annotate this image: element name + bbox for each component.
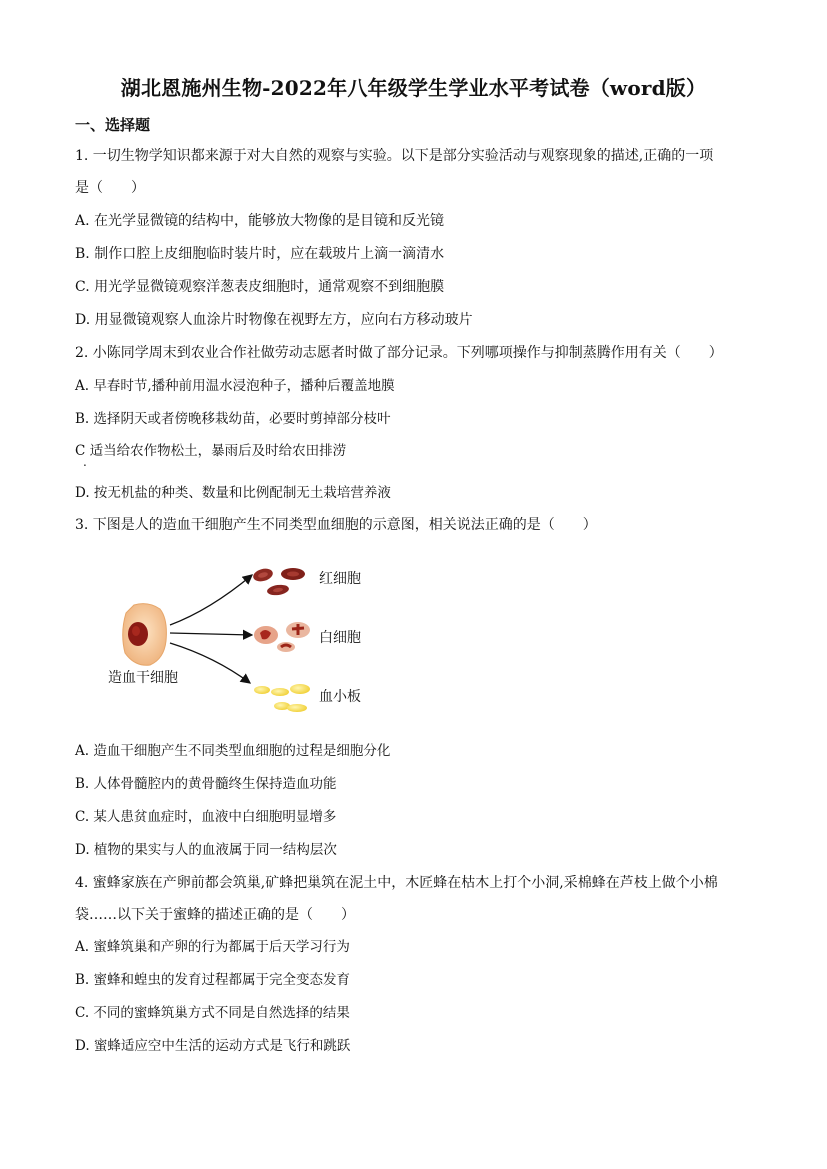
q4-option-c: C. 不同的蜜蜂筑巢方式不同是自然选择的结果 xyxy=(75,1005,350,1021)
arrow-to-white xyxy=(170,633,252,635)
platelets-icon xyxy=(254,684,310,712)
q1-stem-line1: 1. 一切生物学知识都来源于对大自然的观察与实验。以下是部分实验活动与观察现象的描述,正确的一项 xyxy=(75,148,714,164)
q2-option-c: C 适当给农作物松土，暴雨后及时给农田排涝 xyxy=(75,443,347,459)
white-blood-cells-icon xyxy=(254,622,310,652)
q4-option-d: D. 蜜蜂适应空中生活的运动方式是飞行和跳跃 xyxy=(75,1038,351,1054)
label-platelet: 血小板 xyxy=(319,689,361,705)
q1-option-b: B. 制作口腔上皮细胞临时装片时，应在载玻片上滴一滴清水 xyxy=(75,246,445,262)
red-blood-cells-icon xyxy=(252,567,305,597)
q1-option-c: C. 用光学显微镜观察洋葱表皮细胞时，通常观察不到细胞膜 xyxy=(75,279,445,295)
q1-option-d: D. 用显微镜观察人血涂片时物像在视野左方，应向右方移动玻片 xyxy=(75,312,473,328)
label-stem-cell: 造血干细胞 xyxy=(108,670,178,686)
q4-option-a: A. 蜜蜂筑巢和产卵的行为都属于后天学习行为 xyxy=(75,939,350,955)
q2-option-d: D. 按无机盐的种类、数量和比例配制无土栽培营养液 xyxy=(75,485,391,501)
q3-option-b: B. 人体骨髓腔内的黄骨髓终生保持造血功能 xyxy=(75,776,337,792)
q3-option-c: C. 某人患贫血症时，血液中白细胞明显增多 xyxy=(75,809,337,825)
q3-option-a: A. 造血干细胞产生不同类型血细胞的过程是细胞分化 xyxy=(75,743,391,759)
label-red-cell: 红细胞 xyxy=(319,571,361,587)
stray-dot: . xyxy=(83,455,87,469)
q1-stem-line2: 是（ ） xyxy=(75,180,145,196)
page-title: 湖北恩施州生物-2022年八年级学生学业水平考试卷（word版） xyxy=(120,76,707,100)
q3-option-d: D. 植物的果实与人的血液属于同一结构层次 xyxy=(75,842,337,858)
q4-stem-line2: 袋……以下关于蜜蜂的描述正确的是（ ） xyxy=(75,907,355,923)
label-white-cell: 白细胞 xyxy=(319,630,361,646)
q3-stem: 3. 下图是人的造血干细胞产生不同类型血细胞的示意图，相关说法正确的是（ ） xyxy=(75,517,597,533)
section-heading: 一、选择题 xyxy=(75,116,151,134)
q4-stem-line1: 4. 蜜蜂家族在产卵前都会筑巢,矿蜂把巢筑在泥土中，木匠蜂在枯木上打个小洞,采棉蜂在芦枝上做个小棉 xyxy=(75,875,718,891)
q2-stem: 2. 小陈同学周末到农业合作社做劳动志愿者时做了部分记录。下列哪项操作与抑制蒸腾作用有关（ ） xyxy=(75,345,723,361)
arrow-to-platelet xyxy=(170,643,250,683)
q4-option-b: B. 蜜蜂和蝗虫的发育过程都属于完全变态发育 xyxy=(75,972,351,988)
q2-option-b: B. 选择阴天或者傍晚移栽幼苗，必要时剪掉部分枝叶 xyxy=(75,411,391,427)
arrow-to-red xyxy=(170,575,252,625)
blood-cell-diagram xyxy=(100,555,400,720)
q2-option-a: A. 早春时节,播种前用温水浸泡种子，播种后覆盖地膜 xyxy=(75,378,395,394)
q1-option-a: A. 在光学显微镜的结构中，能够放大物像的是目镜和反光镜 xyxy=(75,213,445,229)
stem-cell-icon xyxy=(123,604,167,666)
